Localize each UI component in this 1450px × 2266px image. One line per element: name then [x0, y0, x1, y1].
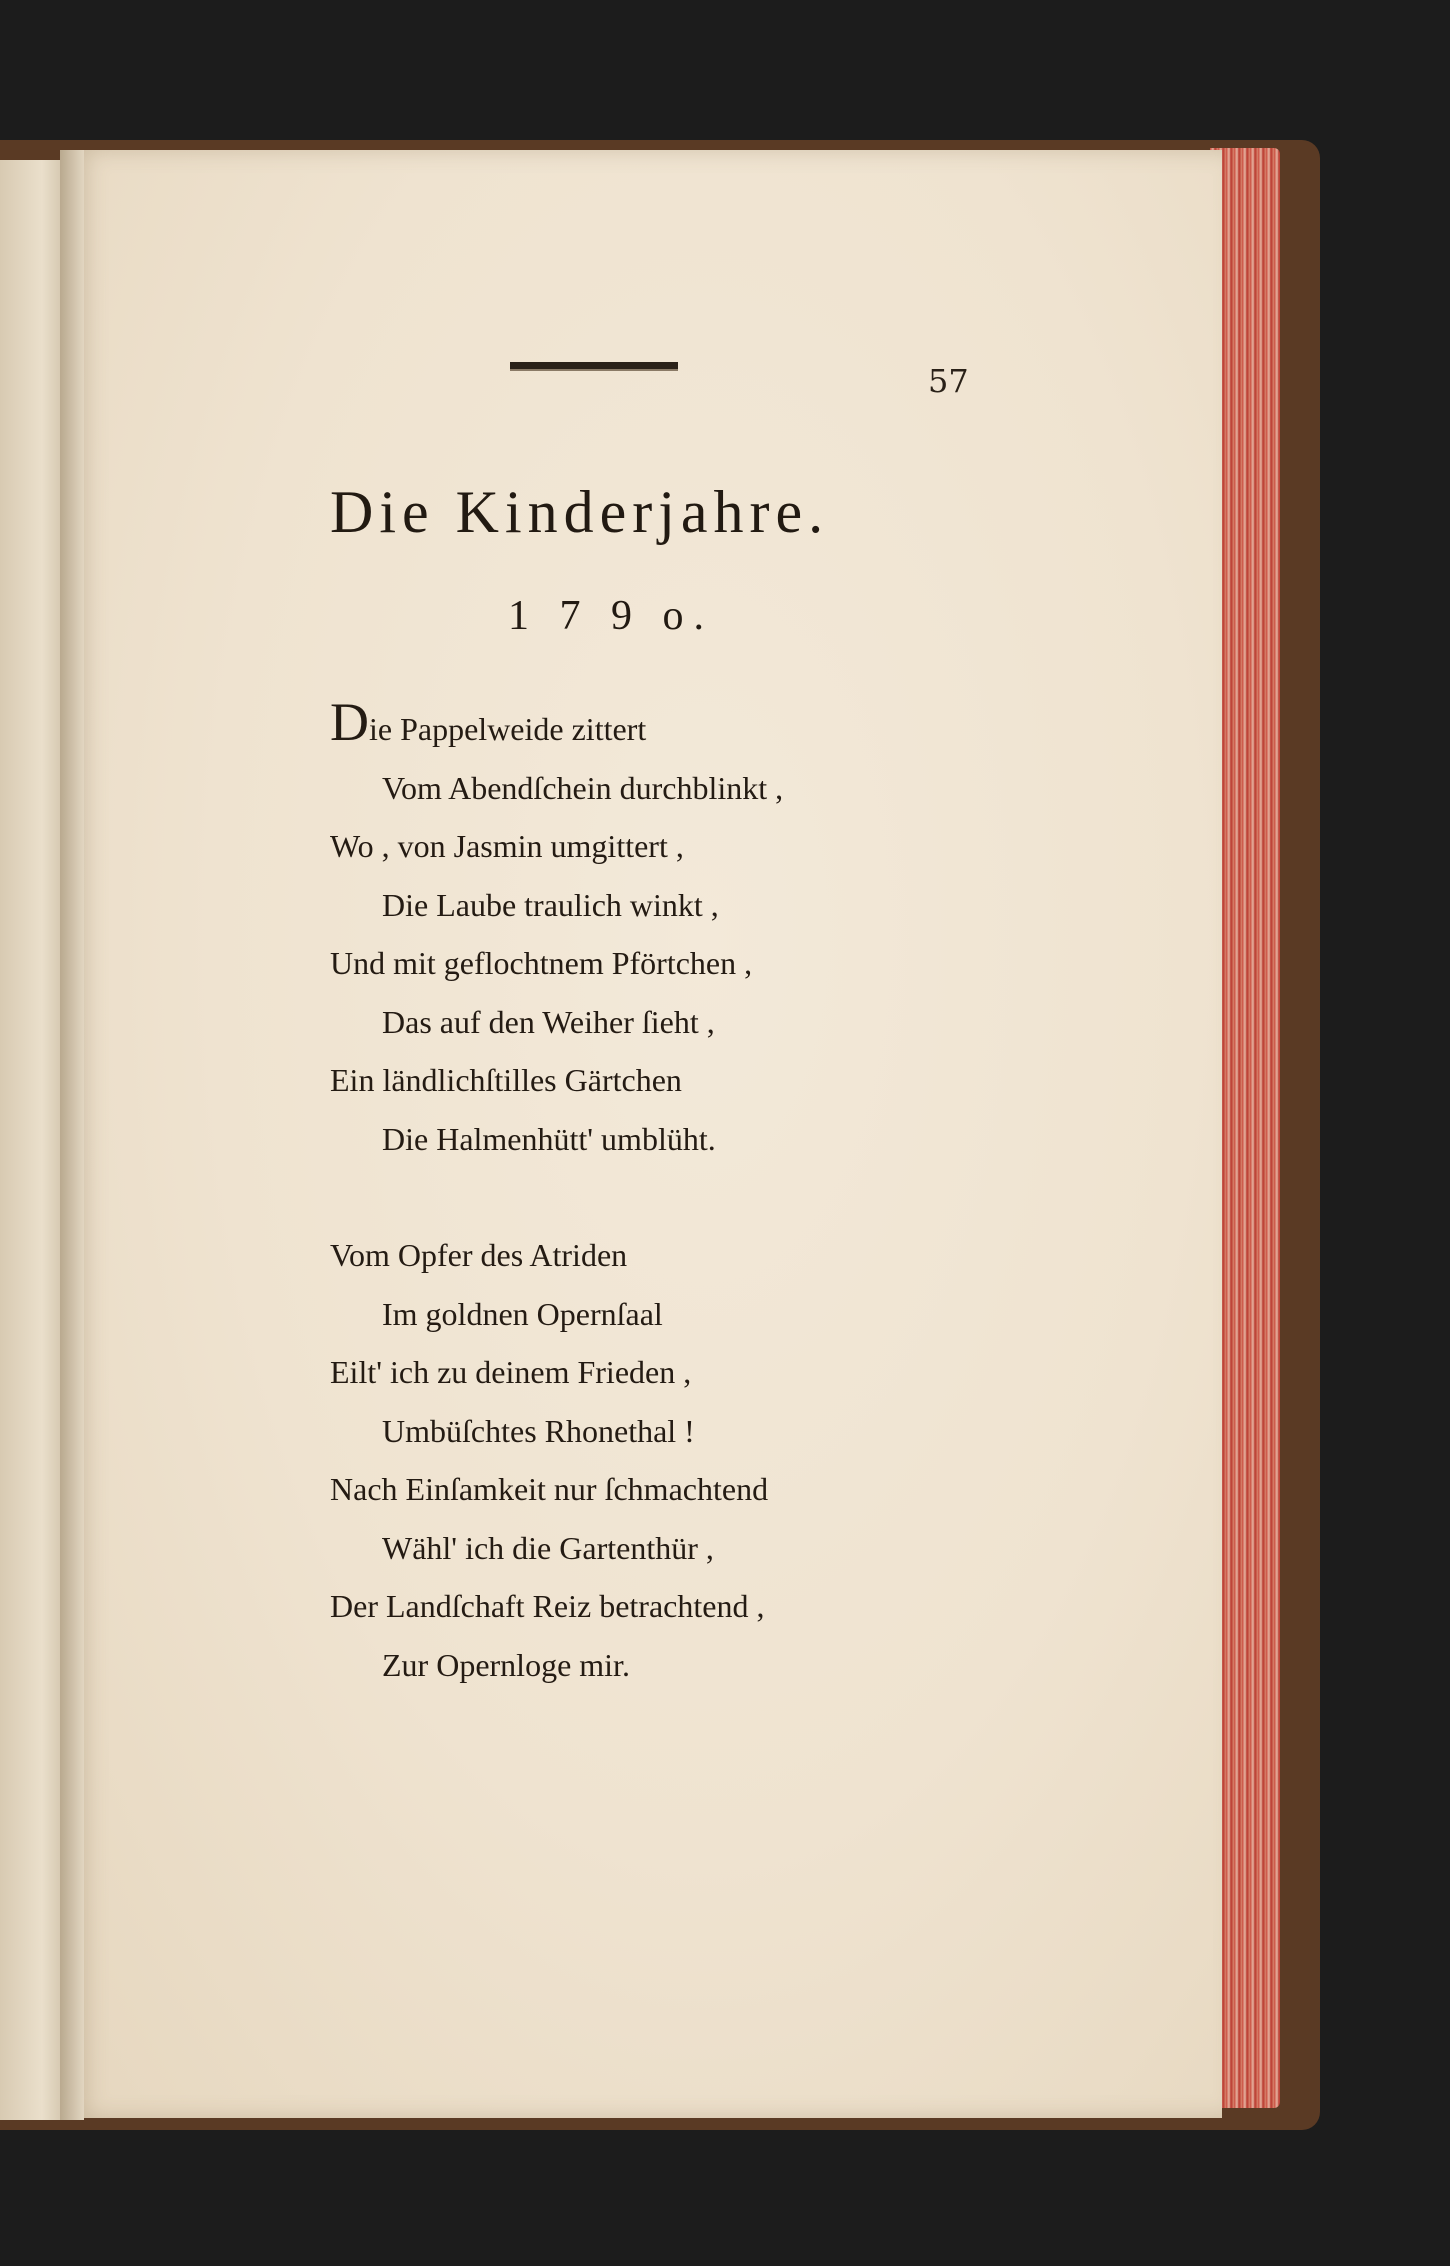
- poem-line: Umbüſchtes Rhonethal !: [382, 1412, 695, 1449]
- poem-title: Die Kinderjahre.: [330, 479, 830, 545]
- book-gutter: [60, 150, 84, 2120]
- poem-body: [330, 692, 1090, 1752]
- poem-line: Im goldnen Opernſaal: [382, 1295, 663, 1332]
- poem-line: Zur Opernloge mir.: [382, 1646, 630, 1683]
- poem-line: Vom Abendſchein durchblinkt ,: [382, 769, 784, 806]
- poem-year: 1 7 9 o.: [508, 593, 714, 639]
- stanza-1: [330, 692, 1090, 1168]
- poem-line: Eilt' ich zu deinem Frieden ,: [330, 1354, 692, 1390]
- poem-line: Die Laube traulich winkt ,: [382, 886, 719, 923]
- header-rule: [510, 362, 678, 371]
- poem-line: Und mit geflochtnem Pförtchen ,: [330, 945, 753, 981]
- poem-line: Wähl' ich die Gartenthür ,: [382, 1529, 714, 1566]
- poem-line-text: ie Pappelweide zittert: [369, 711, 647, 747]
- stanza-2: [330, 1226, 1090, 1694]
- poem-line: [330, 692, 1090, 759]
- poem-line: Die Halmenhütt' umblüht.: [382, 1120, 716, 1157]
- poem-line: Wo , von Jasmin umgittert ,: [330, 828, 684, 864]
- poem-line: Das auf den Weiher ſieht ,: [382, 1003, 715, 1040]
- drop-cap: D: [330, 692, 369, 752]
- poem-line: Ein ländlichſtilles Gärtchen: [330, 1062, 682, 1098]
- poem-line: Vom Opfer des Atriden: [330, 1237, 628, 1273]
- page-number: 57: [928, 362, 969, 400]
- poem-line: Der Landſchaft Reiz betrachtend ,: [330, 1588, 765, 1624]
- poem-line: Nach Einſamkeit nur ſchmachtend: [330, 1471, 769, 1507]
